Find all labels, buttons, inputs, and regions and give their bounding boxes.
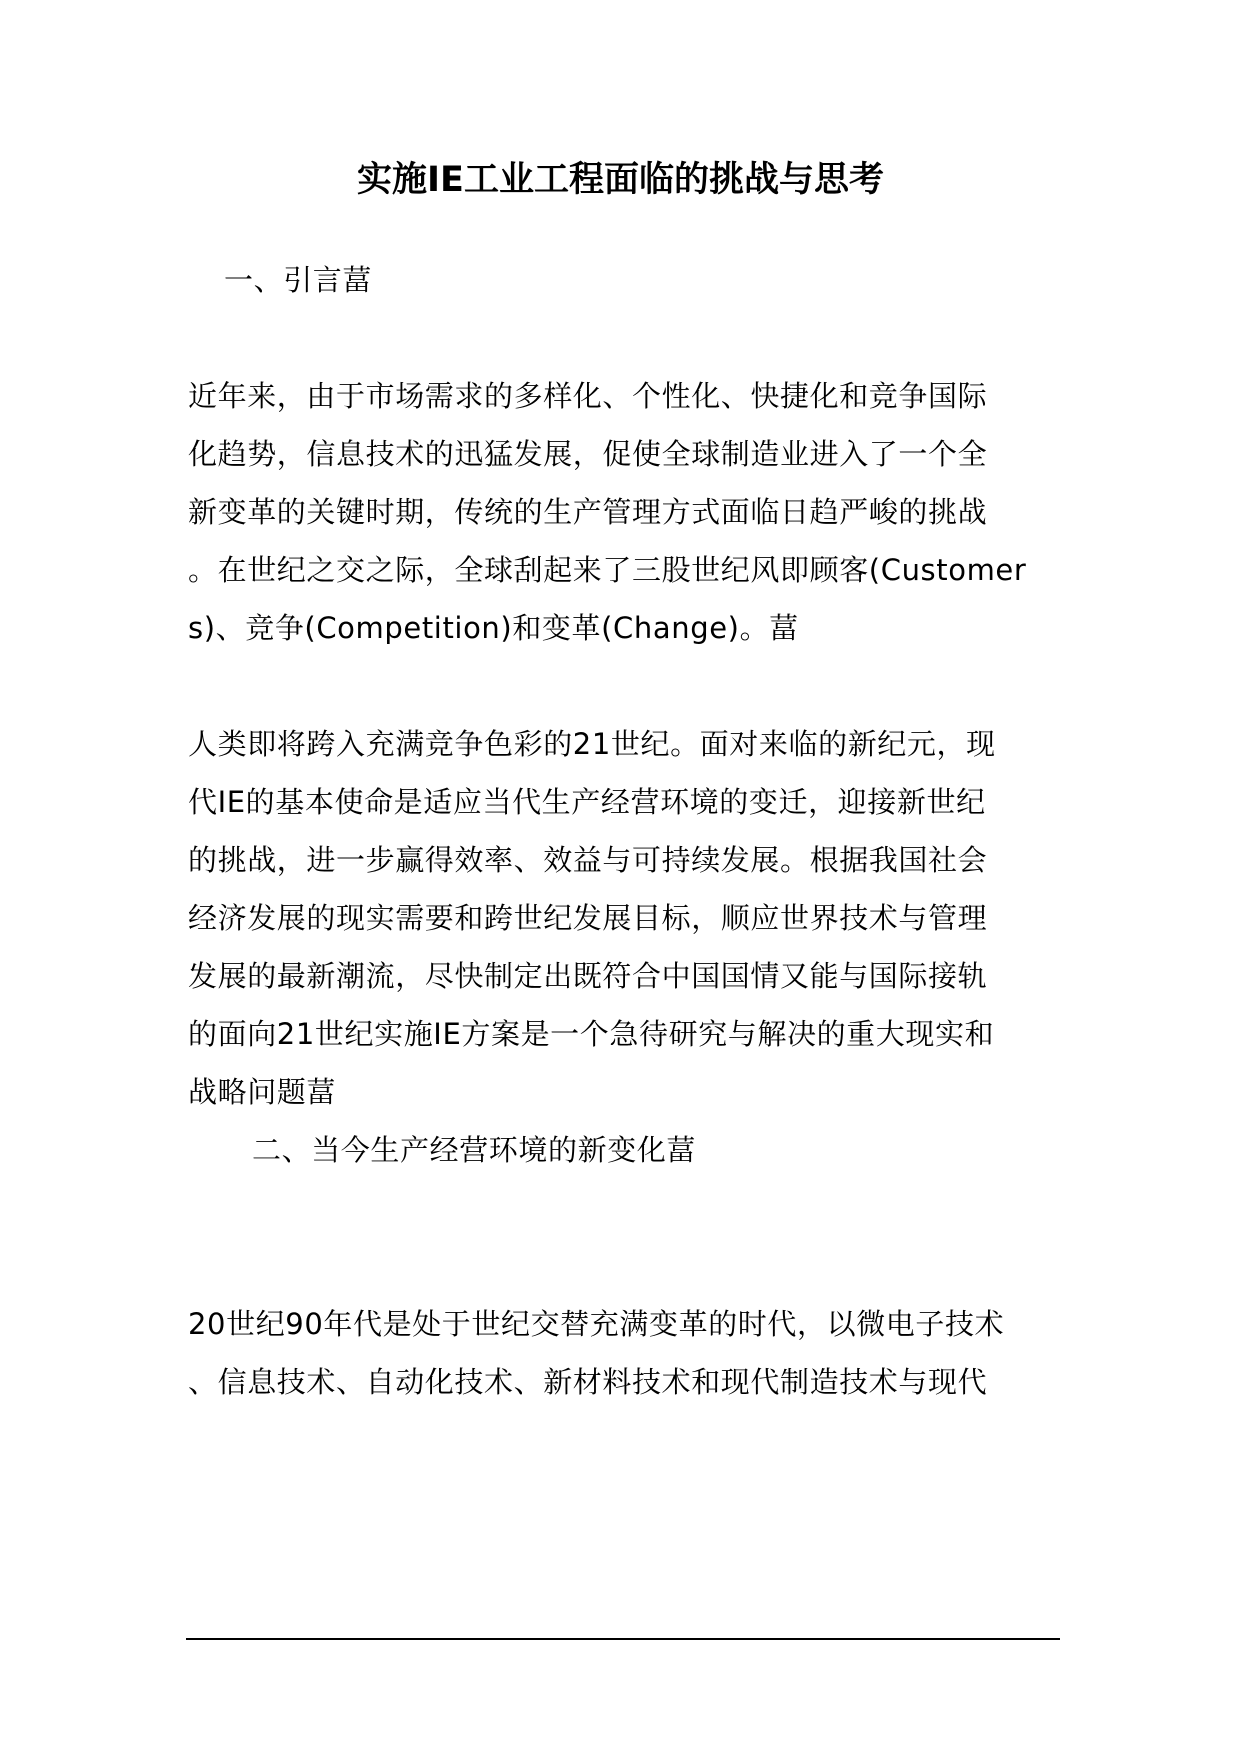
paragraph-line: 代IE的基本使命是适应当代生产经营环境的变迁，迎接新世纪 [188,785,986,819]
paragraph-line: 20世纪90年代是处于世纪交替充满变革的时代，以微电子技术 [188,1307,1005,1341]
paragraph-line: 战略问题葍 [188,1075,337,1109]
paragraph-line: 新变革的关键时期，传统的生产管理方式面临日趋严峻的挑战 [188,495,988,529]
footer-divider [186,1638,1060,1640]
paragraph-line: 、信息技术、自动化技术、新材料技术和现代制造技术与现代 [188,1365,988,1399]
paragraph-line: 的挑战，进一步赢得效率、效益与可持续发展。根据我国社会 [188,843,988,877]
paragraph-line: 化趋势，信息技术的迅猛发展，促使全球制造业进入了一个全 [188,437,988,471]
paragraph-line: 人类即将跨入充满竞争色彩的21世纪。面对来临的新纪元，现 [188,727,996,761]
section-heading-introduction: 一、引言葍 [224,263,373,297]
paragraph-line: 。在世纪之交之际，全球刮起来了三股世纪风即顾客(Customer [188,553,1027,587]
paragraph-line: 的面向21世纪实施IE方案是一个急待研究与解决的重大现实和 [188,1017,995,1051]
paragraph-line: 近年来，由于市场需求的多样化、个性化、快捷化和竞争国际 [188,379,988,413]
document-title: 实施IE工业工程面临的挑战与思考 [357,160,884,200]
paragraph-line: s)、竞争(Competition)和变革(Change)。葍 [188,611,799,645]
paragraph-line: 经济发展的现实需要和跨世纪发展目标，顺应世界技术与管理 [188,901,988,935]
section-heading-environment-changes: 二、当今生产经营环境的新变化葍 [252,1133,697,1167]
paragraph-line: 发展的最新潮流，尽快制定出既符合中国国情又能与国际接轨 [188,959,988,993]
